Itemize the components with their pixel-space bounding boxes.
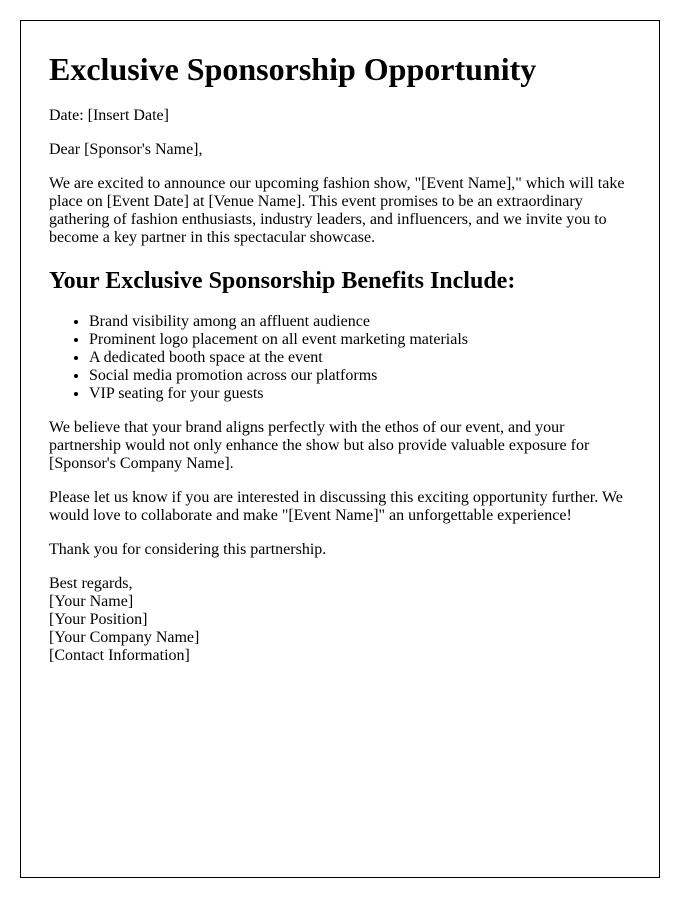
closing: Best regards, (49, 575, 133, 592)
benefit-item: • Social media promotion across our platforms (89, 367, 631, 385)
date-line: Date: [Insert Date] (49, 107, 169, 124)
benefit-item: • VIP seating for your guests (89, 385, 631, 403)
thanks-paragraph: Thank you for considering this partnership. (49, 541, 327, 558)
letter-title: Exclusive Sponsorship Opportunity (49, 51, 537, 87)
benefit-item: • Prominent logo placement on all event marketing materials (89, 331, 631, 349)
benefit-item: • Brand visibility among an affluent audience (89, 313, 631, 331)
letter-page (20, 20, 660, 878)
signoff-block (49, 575, 631, 665)
invitation-paragraph: Please let us know if you are interested in discussing this exciting opportunity further. We would love to collaborate and make "[Event Name]" an unforgettable experience! (49, 489, 623, 524)
signature-contact: [Contact Information] (49, 647, 190, 664)
intro-paragraph: We are excited to announce our upcoming fashion show, "[Event Name]," which will take place on [Event Date] at [Venue Name]. This event promises to be an extraordinary gathering of fashion enthusiasts, industry leaders, and influencers, and we invite you to become a key partner in this spectacular showcase. (49, 175, 625, 246)
signature-position: [Your Position] (49, 611, 148, 628)
signature-company: [Your Company Name] (49, 629, 200, 646)
benefit-item: • A dedicated booth space at the event (89, 349, 631, 367)
signature-name: [Your Name] (49, 593, 134, 610)
benefits-list (49, 313, 631, 403)
alignment-paragraph: We believe that your brand aligns perfectly with the ethos of our event, and your partnership would not only enhance the show but also provide valuable exposure for [Sponsor's Company Name]. (49, 419, 590, 472)
benefits-heading: Your Exclusive Sponsorship Benefits Include: (49, 268, 516, 294)
salutation: Dear [Sponsor's Name], (49, 141, 203, 158)
